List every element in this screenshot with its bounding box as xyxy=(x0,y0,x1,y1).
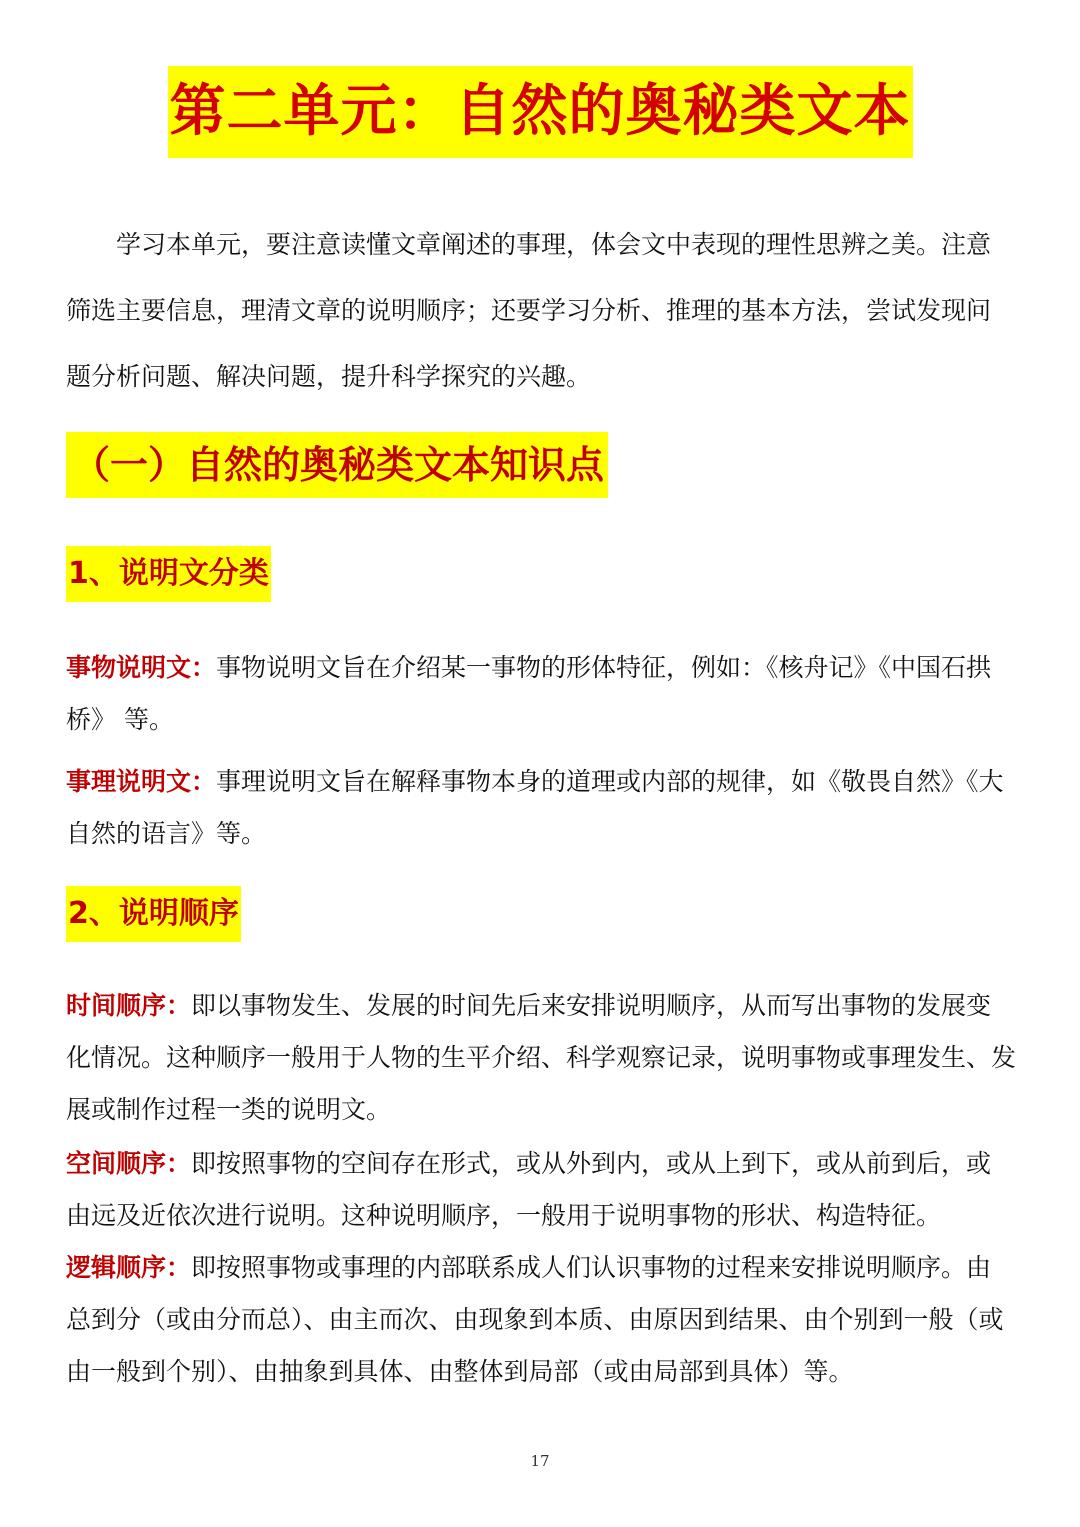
paragraph-logic-order xyxy=(66,1242,1016,1398)
text-logic-order: 即按照事物或事理的内部联系成人们认识事物的过程来安排说明顺序。由总到分（或由分而总）、由主而次、由现象到本质、由原因到结果、由个别到一般（或由一般到个别）、由抽象到具体、由整体到局部（或由局部到具体）等。 xyxy=(66,1253,1004,1386)
text-time-order: 即以事物发生、发展的时间先后来安排说明顺序，从而写出事物的发展变化情况。这种顺序一般用于人物的生平介绍、科学观察记录，说明事物或事理发生、发展或制作过程一类的说明文。 xyxy=(66,991,1017,1124)
intro-paragraph: 学习本单元，要注意读懂文章阐述的事理，体会文中表现的理性思辨之美。注意筛选主要信息，理清文章的说明顺序；还要学习分析、推理的基本方法，尝试发现问题分析问题、解决问题，提升科学探究的兴趣。 xyxy=(66,230,992,391)
term-reason-exposition: 事理说明文： xyxy=(66,767,217,796)
paragraph-time-order xyxy=(66,980,1016,1136)
page-number: 17 xyxy=(530,1452,550,1470)
title-container xyxy=(0,66,1080,158)
subsection-heading-order: 2、说明顺序 xyxy=(66,886,241,942)
paragraph-thing-exposition xyxy=(66,642,1016,746)
page-title: 第二单元：自然的奥秘类文本 xyxy=(168,66,913,158)
subsection-heading-classification: 1、说明文分类 xyxy=(66,546,271,602)
paragraph-space-order xyxy=(66,1138,1016,1242)
text-reason-exposition: 事理说明文旨在解释事物本身的道理或内部的规律，如《敬畏自然》《大自然的语言》等。 xyxy=(66,767,1004,848)
term-logic-order: 逻辑顺序： xyxy=(66,1253,192,1282)
term-time-order: 时间顺序： xyxy=(66,991,192,1020)
term-space-order: 空间顺序： xyxy=(66,1149,192,1178)
term-thing-exposition: 事物说明文： xyxy=(66,653,217,682)
text-space-order: 即按照事物的空间存在形式，或从外到内，或从上到下，或从前到后，或由远及近依次进行说明。这种说明顺序，一般用于说明事物的形状、构造特征。 xyxy=(66,1149,992,1230)
text-thing-exposition: 事物说明文旨在介绍某一事物的形体特征，例如：《核舟记》《中国石拱桥》 等。 xyxy=(66,653,992,734)
paragraph-reason-exposition xyxy=(66,756,1016,860)
section-heading-main: （一）自然的奥秘类文本知识点 xyxy=(66,432,608,498)
